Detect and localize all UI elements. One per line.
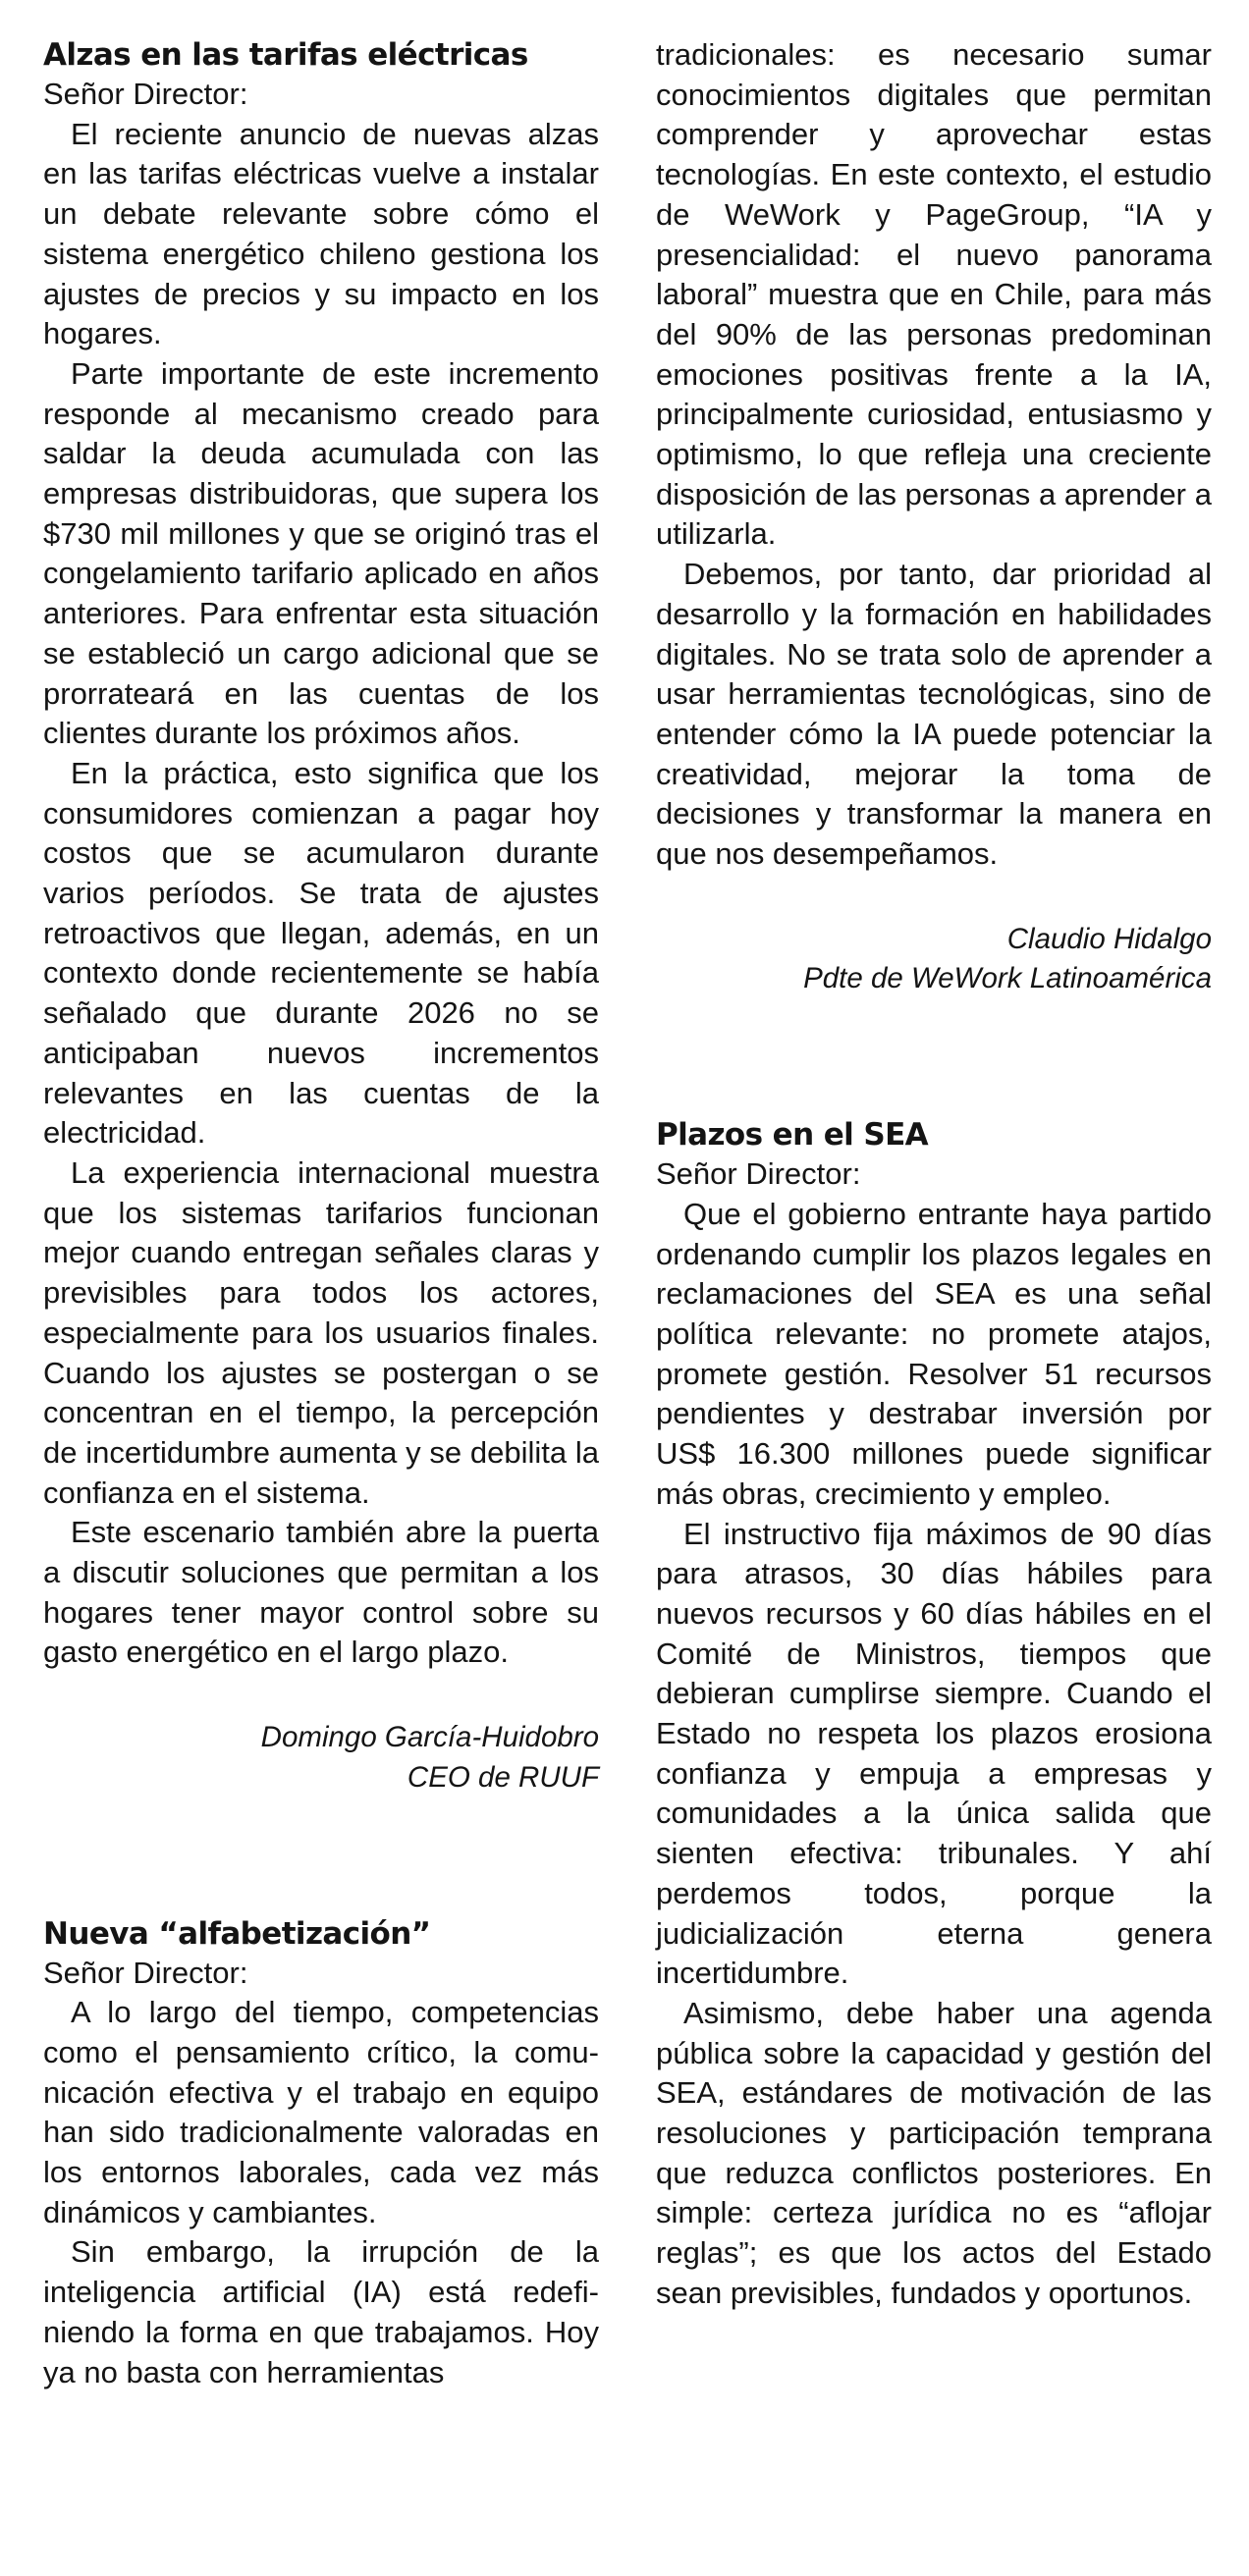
column-left: [43, 35, 599, 2576]
letter-title: Alzas en las tarifas eléctricas: [43, 37, 528, 73]
letter-salutation: Señor Director:: [43, 1955, 248, 1990]
letter-author-role: Pdte de WeWork Latinoamérica: [803, 962, 1212, 995]
letter-salutation: Señor Director:: [43, 77, 248, 111]
letter-paragraph: Parte importante de este incremento responde al mecanismo creado para saldar la deuda acumulada con las empresas distribuidoras, que supera los $730 mil millones y que se originó tras el congelamiento tarifario aplicado en años anteriores. Para enfrentar esta situación se estableció un cargo adicional que se prorrateará en las cuentas de los clientes durante los próximos años.: [43, 355, 599, 751]
letter-paragraph: La experiencia internacional muestra que los sistemas tarifarios funcionan mejor cuando entregan señales claras y previsibles para todos los actores, especialmente para los usuarios finales. Cuando los ajustes se postergan o se concentran en el tiempo, la percepción de incertidumbre aumenta y se debilita la confianza en el sistema.: [43, 1154, 599, 1510]
letter-paragraph: Sin embargo, la irrupción de la inteligencia artificial (IA) está redefiniendo la forma en que trabajamos. Hoy ya no basta con herramientas: [43, 2234, 599, 2389]
letter-title: Nueva “alfabetización”: [43, 1915, 431, 1952]
letter-author: Claudio Hidalgo: [1006, 922, 1212, 955]
letter-paragraph: En la práctica, esto significa que los consumidores comienzan a pagar hoy costos que se acumularon durante varios períodos. Se trata de ajustes retroactivos que llegan, además, en un contexto donde recientemente se había señalado que durante 2026 no se anticipaban nuevos incrementos relevantes en las cuentas de la electricidad.: [43, 755, 599, 1151]
letter-paragraph-continued: tradicionales: es necesario sumar conocimientos digitales que permitan comprender y aprovechar estas tecnologías. En este contexto, el estudio de WeWork y PageGroup, “IA y presencialidad: el nuevo panorama laboral” muestra que en Chile, para más del 90% de las personas predominan emociones positivas frente a la IA, principalmente curiosidad, entusiasmo y optimismo, lo que refleja una creciente disposición de las personas a aprender a utilizarla.: [656, 37, 1212, 552]
spacer: [656, 999, 1212, 1115]
column-right: [656, 35, 1212, 2576]
letter-salutation: Señor Director:: [656, 1156, 861, 1192]
letter-author-role: CEO de RUUF: [407, 1760, 599, 1794]
letter-paragraph: A lo largo del tiempo, competencias como el pensamiento crítico, la comunicación efectiva y el trabajo en equipo han sido tradicionalmente valoradas en los entornos laborales, cada vez más dinámicos y cambiantes.: [43, 1995, 599, 2229]
letter-paragraph: Debemos, por tanto, dar prioridad al desarrollo y la formación en habilidades digitales. No se trata solo de aprender a usar herramientas tecnológicas, sino de entender cómo la IA puede potenciar la creatividad, mejorar la toma de decisiones y transformar la manera en que nos desempeñamos.: [656, 557, 1212, 872]
letter-paragraph: Este escenario también abre la puerta a discutir soluciones que permitan a los hogares tener mayor control sobre su gasto energético en el largo plazo.: [43, 1515, 599, 1670]
letter-alfabetizacion: [43, 1914, 599, 2393]
letter-sea: [656, 1115, 1212, 2313]
letter-paragraph: Que el gobierno entrante haya partido ordenando cumplir los plazos legales en reclamaciones del SEA es una señal política relevante: no promete atajos, promete gestión. Resolver 51 recursos pendientes y destrabar inversión por US$ 16.300 millones puede significar más obras, crecimiento y empleo.: [656, 1196, 1212, 1511]
letter-tarifas: [43, 35, 599, 1798]
letter-paragraph: Asimismo, debe haber una agenda pública sobre la capacidad y gestión del SEA, estándares de motivación de las resoluciones y participación temprana que reduzca conflictos posteriores. En simple: certeza jurídica no es “aflojar reglas”; es que los actos del Estado sean previsibles, fundados y oportunos.: [656, 1995, 1212, 2310]
letter-author: Domingo García-Huidobro: [260, 1721, 599, 1754]
letter-paragraph: El instructivo fija máximos de 90 días para atrasos, 30 días hábiles para nuevos recursos y 60 días hábiles en el Comité de Ministros, tiempos que debieran cumplirse siempre. Cuando el Estado no respeta los plazos erosiona confianza y empuja a empresas y comunidades a la única salida que sienten efectiva: tribunales. Y ahí perdemos todos, porque la judicialización eterna genera incertidumbre.: [656, 1516, 1212, 1991]
spacer: [43, 1798, 599, 1914]
letter-title: Plazos en el SEA: [656, 1117, 929, 1154]
letter-paragraph: El reciente anuncio de nuevas alzas en las tarifas eléctricas vuelve a instalar un debate relevante sobre cómo el sistema energético chileno gestiona los ajustes de precios y su impacto en los hogares.: [43, 116, 599, 351]
letter-alfabetizacion-continued: [656, 35, 1212, 999]
